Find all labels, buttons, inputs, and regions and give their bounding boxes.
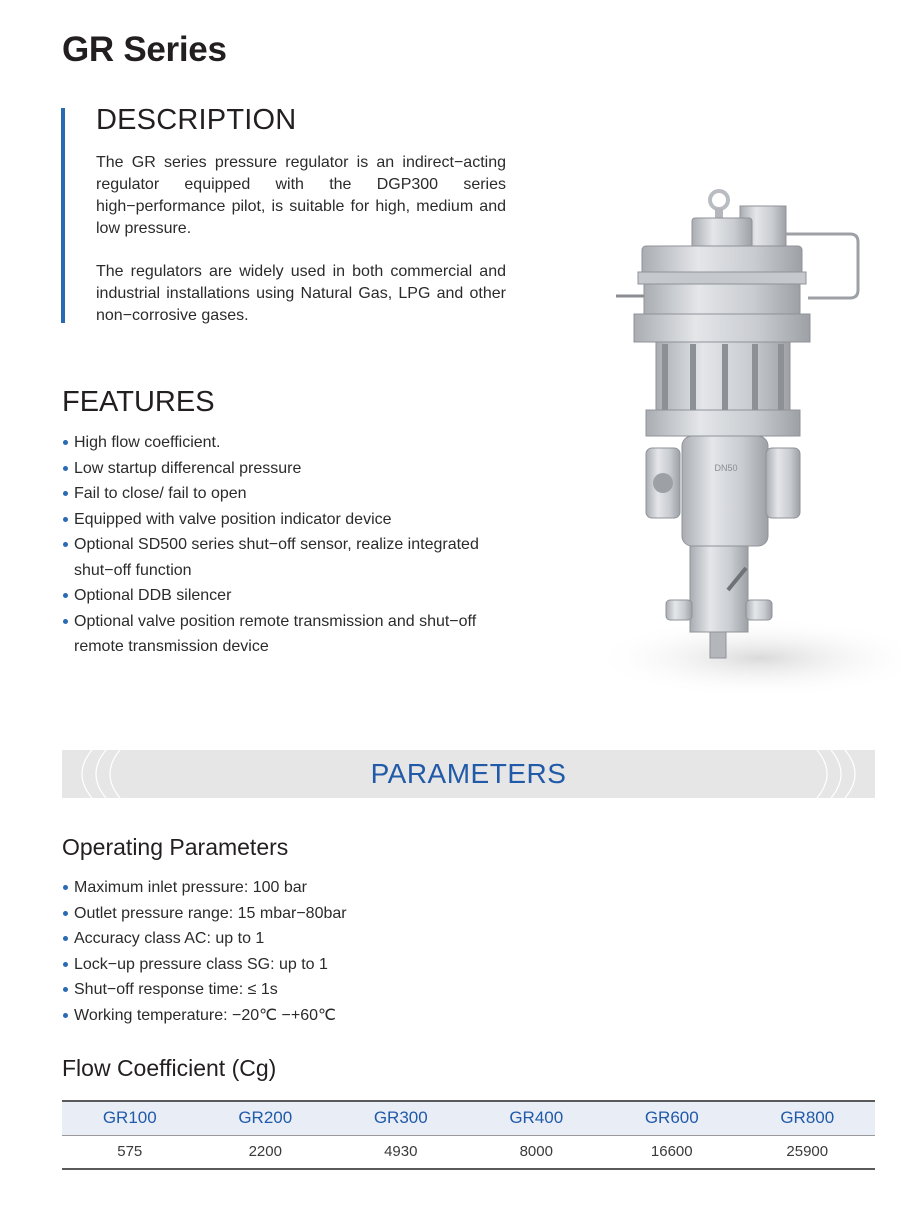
cg-value: 4930 [333, 1135, 469, 1169]
flow-coefficient-table [62, 1100, 875, 1170]
cg-value: 575 [62, 1135, 198, 1169]
parameter-item: Accuracy class AC: up to 1 [62, 926, 512, 952]
cg-value: 8000 [469, 1135, 605, 1169]
model-header: GR600 [604, 1101, 740, 1135]
model-header: GR200 [198, 1101, 334, 1135]
description-paragraph: The GR series pressure regulator is an indirect−acting regulator equipped with the DGP300 series high−performance pilot, is suitable for high, medium and low pressure. [96, 154, 506, 237]
model-header: GR100 [62, 1101, 198, 1135]
operating-parameters-list [62, 875, 512, 1028]
description-accent-bar [61, 108, 65, 323]
model-header: GR300 [333, 1101, 469, 1135]
features-list [62, 430, 512, 660]
parameter-item: Lock−up pressure class SG: up to 1 [62, 952, 512, 978]
cg-value: 25900 [740, 1135, 876, 1169]
table-header-row [62, 1101, 875, 1135]
parameter-item: Maximum inlet pressure: 100 bar [62, 875, 512, 901]
table-row [62, 1135, 875, 1169]
feature-item: Optional DDB silencer [62, 583, 512, 609]
parameter-item: Working temperature: −20℃ −+60℃ [62, 1003, 512, 1029]
page-title: GR Series [62, 30, 227, 69]
feature-item: High flow coefficient. [62, 430, 512, 456]
parameters-title: PARAMETERS [370, 758, 567, 789]
model-header: GR400 [469, 1101, 605, 1135]
feature-item: Fail to close/ fail to open [62, 481, 512, 507]
operating-parameters-heading: Operating Parameters [62, 834, 289, 860]
features-heading: FEATURES [62, 386, 215, 418]
flow-coefficient-heading: Flow Coefficient (Cg) [62, 1055, 277, 1081]
description-heading: DESCRIPTION [96, 104, 297, 136]
cg-value: 16600 [604, 1135, 740, 1169]
description-paragraph: The regulators are widely used in both commercial and industrial installations using Natural Gas, LPG and other non−corrosive gases. [96, 263, 506, 324]
feature-item: Equipped with valve position indicator device [62, 507, 512, 533]
parameter-item: Shut−off response time: ≤ 1s [62, 977, 512, 1003]
parameter-item: Outlet pressure range: 15 mbar−80bar [62, 901, 512, 927]
regulator-product-image [560, 178, 900, 718]
cg-value: 2200 [198, 1135, 334, 1169]
model-header: GR800 [740, 1101, 876, 1135]
parameters-banner [62, 750, 875, 798]
body-marking: DN50 [714, 463, 738, 473]
feature-item: Optional valve position remote transmission and shut−off remote transmission device [62, 609, 512, 660]
feature-item: Optional SD500 series shut−off sensor, realize integrated shut−off function [62, 532, 512, 583]
feature-item: Low startup differencal pressure [62, 456, 512, 482]
